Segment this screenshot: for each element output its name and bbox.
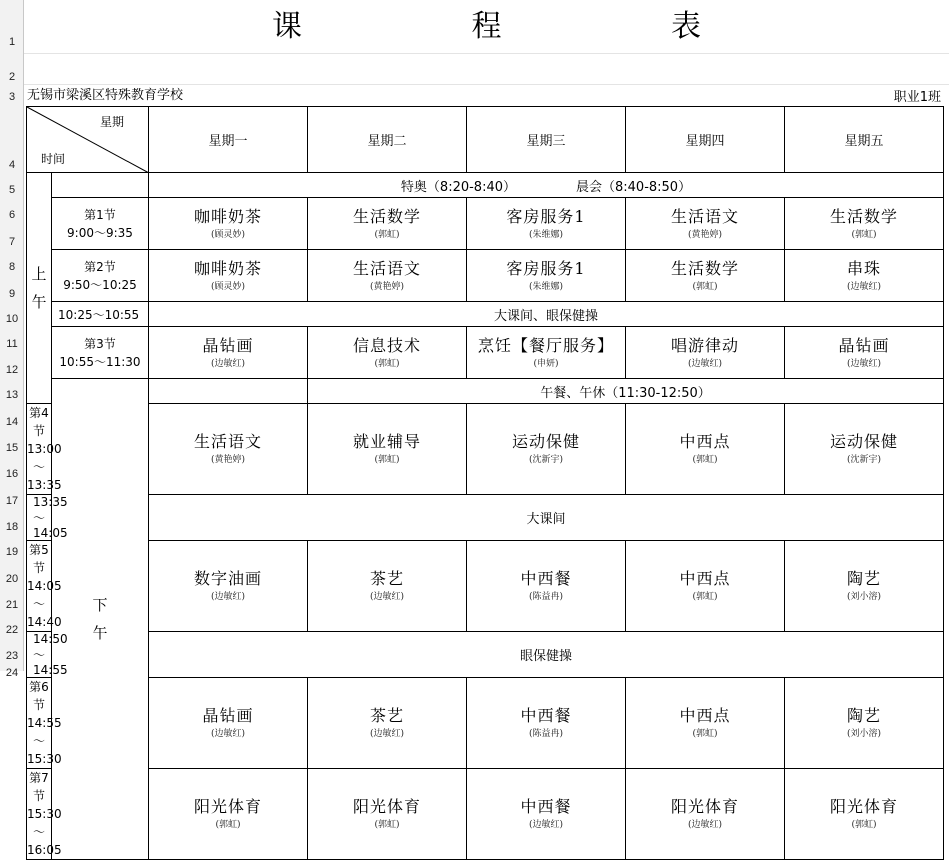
course-name: 陶艺 [846,569,881,588]
banner-morning-start [149,173,944,198]
row-number: 10 [5,313,19,325]
break-time: 14:50～14:55 [27,632,52,678]
course-cell [467,678,626,769]
period-cell [27,541,62,632]
course-cell [626,541,785,632]
period-name: 第1节 [84,207,116,222]
course-name: 晶钻画 [202,706,254,725]
course-name: 烹饪【餐厅服务】 [477,335,614,355]
break-row [27,173,944,198]
banner-special-olympics: 特奥（8:20-8:40） [400,179,516,195]
course-name: 中西餐 [520,706,572,725]
course-name: 咖啡奶茶 [193,206,262,226]
teacher-name: (沈新宇) [846,455,882,465]
course-cell [626,327,785,379]
course-name: 生活语文 [670,206,739,226]
course-name: 生活数学 [352,206,421,226]
teacher-name: (申妍) [533,358,559,369]
period-name: 第7节 [29,771,49,803]
teacher-name: (黄艳婷) [369,281,405,292]
course-name: 中西餐 [520,569,572,588]
course-name: 生活数学 [829,206,898,226]
teacher-name: (郭虹) [215,820,241,830]
teacher-name: (边敏红) [210,592,246,602]
teacher-name: (郭虹) [374,229,400,240]
day-header-wed: 星期三 [467,107,626,173]
break-row [27,302,944,327]
half-day-afternoon [52,379,149,860]
course-cell [785,327,944,379]
break-time: 10:25～10:55 [52,302,149,327]
row-number: 2 [8,71,16,83]
row-number: 19 [5,546,19,558]
banner-eye-exercise: 眼保健操 [149,632,944,678]
course-cell [149,769,308,860]
teacher-name: (边敏红) [210,729,246,739]
course-name: 茶艺 [369,706,404,725]
banner-lunch: 午餐、午休（11:30-12:50） [308,379,944,404]
header-row [27,107,944,173]
row-number: 16 [5,468,19,480]
grid-line [24,53,949,54]
teacher-name: (边敏红) [846,358,882,369]
day-header-thu: 星期四 [626,107,785,173]
row-number: 7 [8,236,16,248]
timetable [26,106,944,860]
course-name: 信息技术 [352,335,421,355]
day-header-mon: 星期一 [149,107,308,173]
course-cell [149,404,308,495]
blank-cell [149,379,308,404]
course-cell [308,327,467,379]
break-row [27,495,944,541]
course-cell [785,250,944,302]
course-cell [308,198,467,250]
blank-cell [52,173,149,198]
teacher-name: (边敏红) [369,592,405,602]
page-title: 课 程 表 [271,9,782,44]
teacher-name: (边敏红) [210,358,246,369]
row-number: 18 [5,521,19,533]
course-cell [467,327,626,379]
row-number: 20 [5,573,19,585]
half-day-morning [27,173,52,404]
teacher-name: (黄艳婷) [687,229,723,240]
row-number: 1 [8,36,16,48]
period-name: 第2节 [84,259,116,274]
course-cell [149,327,308,379]
row-number: 12 [5,364,19,376]
course-name: 晶钻画 [838,335,890,355]
teacher-name: (沈新宇) [528,455,564,465]
teacher-name: (郭虹) [692,592,718,602]
row-number: 23 [5,650,19,662]
period-time: 9:00～9:35 [67,225,133,240]
course-name: 中西点 [679,432,731,451]
teacher-name: (边敏红) [687,358,723,369]
row-number: 14 [5,416,19,428]
course-name: 中西餐 [520,797,572,816]
row-number: 8 [8,261,16,273]
day-header-fri: 星期五 [785,107,944,173]
period-time: 15:30～16:05 [27,807,62,857]
period-row [27,198,944,250]
period-name: 第6节 [29,680,49,712]
course-name: 运动保健 [829,432,898,451]
break-time: 13:35～14:05 [27,495,52,541]
course-name: 陶艺 [846,706,881,725]
course-cell [626,198,785,250]
row-number: 4 [8,159,16,171]
course-cell [308,678,467,769]
period-cell [27,404,62,495]
row-number: 3 [8,91,16,103]
row-number: 5 [8,184,16,196]
course-name: 生活语文 [352,258,421,278]
course-cell [149,250,308,302]
teacher-name: (郭虹) [692,281,718,292]
row-number: 17 [5,495,19,507]
corner-cell [27,107,149,173]
course-cell [467,198,626,250]
course-cell [785,769,944,860]
period-row [27,404,944,495]
half-day-label: 下 午 [92,596,108,642]
course-name: 就业辅导 [352,432,421,451]
period-row [27,769,944,860]
row-number: 9 [8,288,16,300]
course-name: 生活语文 [193,432,262,451]
course-cell [626,404,785,495]
period-name: 第5节 [29,543,49,575]
teacher-name: (刘小溶) [846,729,882,739]
course-cell [308,250,467,302]
teacher-name: (陈益冉) [528,592,564,602]
course-name: 中西点 [679,569,731,588]
course-cell [467,541,626,632]
row-number: 22 [5,624,19,636]
course-cell [149,541,308,632]
teacher-name: (边敏红) [528,820,564,830]
half-day-label: 上 午 [31,265,47,311]
course-name: 中西点 [679,706,731,725]
teacher-name: (边敏红) [369,729,405,739]
period-time: 14:05～14:40 [27,579,62,629]
course-cell [308,404,467,495]
teacher-name: (顾灵妙) [210,229,246,240]
course-cell [467,250,626,302]
course-cell [467,769,626,860]
course-cell [626,678,785,769]
course-name: 阳光体育 [829,797,898,816]
period-cell [27,769,62,860]
course-name: 生活数学 [670,258,739,278]
row-number: 15 [5,442,19,454]
teacher-name: (郭虹) [374,455,400,465]
course-name: 唱游律动 [670,335,739,355]
period-row [27,250,944,302]
course-name: 运动保健 [511,432,580,451]
teacher-name: (郭虹) [374,820,400,830]
teacher-name: (边敏红) [846,281,882,292]
period-time: 10:55～11:30 [59,354,141,369]
teacher-name: (陈益冉) [528,729,564,739]
teacher-name: (郭虹) [374,358,400,369]
timetable-body [27,173,944,860]
course-cell [785,198,944,250]
teacher-name: (郭虹) [692,729,718,739]
course-name: 客房服务1 [506,206,586,226]
teacher-name: (郭虹) [692,455,718,465]
course-name: 客房服务1 [506,258,586,278]
period-cell [27,678,62,769]
course-name: 咖啡奶茶 [193,258,262,278]
course-cell [785,678,944,769]
day-header-tue: 星期二 [308,107,467,173]
course-cell [785,541,944,632]
course-cell [467,404,626,495]
teacher-name: (顾灵妙) [210,281,246,292]
period-time: 14:55～15:30 [27,716,62,766]
course-cell [308,541,467,632]
period-cell [52,198,149,250]
row-number: 11 [6,338,18,350]
teacher-name: (边敏红) [687,820,723,830]
teacher-name: (郭虹) [851,820,877,830]
class-name: 职业1班 [893,90,941,105]
corner-time-label: 时间 [41,152,66,166]
teacher-name: (黄艳婷) [210,455,246,465]
row-number: 24 [5,667,19,679]
course-cell [785,404,944,495]
course-name: 数字油画 [193,569,262,588]
banner-break: 大课间、眼保健操 [149,302,944,327]
banner-break: 大课间 [149,495,944,541]
school-name: 无锡市梁溪区特殊教育学校 [27,88,184,103]
banner-morning-meeting: 晨会（8:40-8:50） [576,179,692,195]
period-cell [52,327,149,379]
teacher-name: (郭虹) [851,229,877,240]
period-row [27,678,944,769]
teacher-name: (朱维娜) [528,229,564,240]
course-name: 阳光体育 [670,797,739,816]
course-cell [626,250,785,302]
course-name: 茶艺 [369,569,404,588]
row-number: 13 [5,389,19,401]
course-name: 阳光体育 [193,797,262,816]
period-name: 第4节 [29,406,49,438]
course-cell [626,769,785,860]
break-row [27,632,944,678]
course-cell [149,198,308,250]
period-time: 9:50～10:25 [63,277,137,292]
course-cell [308,769,467,860]
period-name: 第3节 [84,336,116,351]
break-row [27,379,944,404]
period-cell [52,250,149,302]
course-name: 串珠 [846,258,881,278]
course-cell [149,678,308,769]
course-name: 阳光体育 [352,797,421,816]
corner-week-label: 星期 [99,115,124,129]
period-row [27,327,944,379]
period-time: 13:00～13:35 [27,442,62,492]
course-name: 晶钻画 [202,335,254,355]
teacher-name: (朱维娜) [528,281,564,292]
period-row [27,541,944,632]
row-number: 21 [5,599,19,611]
teacher-name: (刘小溶) [846,592,882,602]
row-number: 6 [8,209,16,221]
